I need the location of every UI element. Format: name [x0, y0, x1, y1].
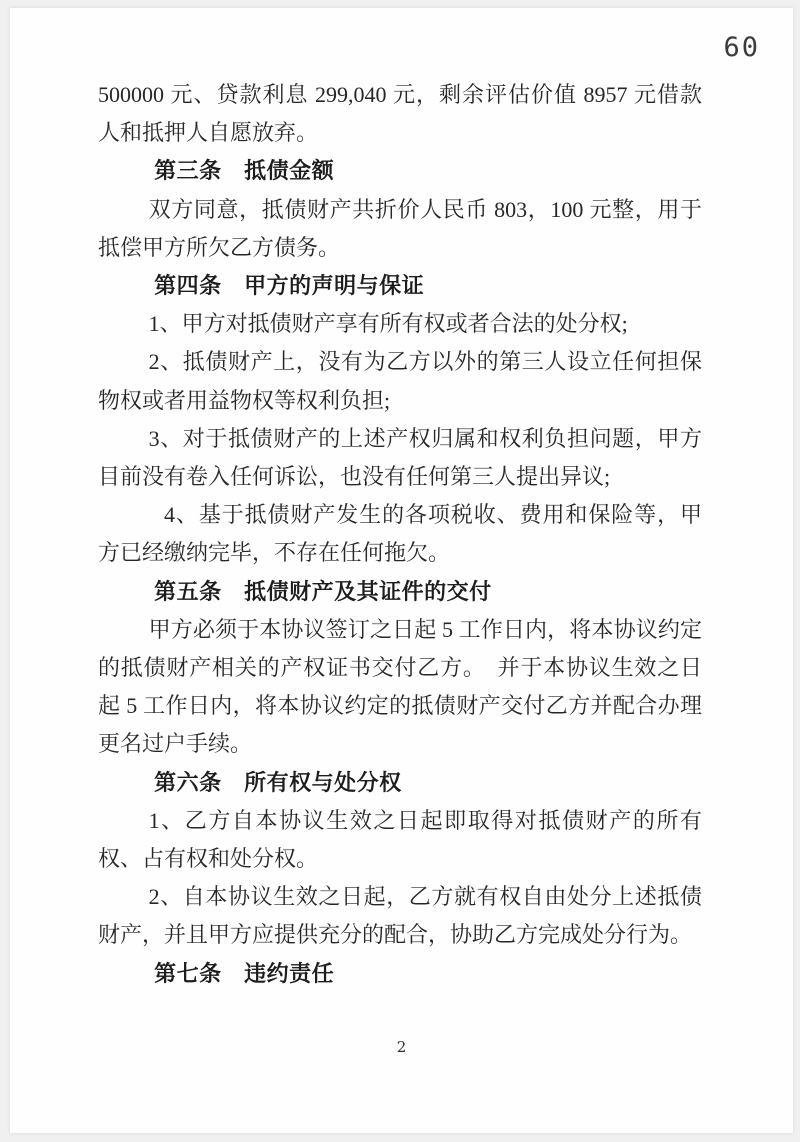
article-6-item-2: 2、自本协议生效之日起，乙方就有权自由处分上述抵债财产，并且甲方应提供充分的配合，协助乙方完成处分行为。	[98, 884, 702, 948]
article-4-item-2: 2、抵债财产上，没有为乙方以外的第三人设立任何担保物权或者用益物权等权利负担;	[98, 349, 702, 413]
page-corner-stamp: 60	[723, 32, 760, 63]
document-page	[10, 8, 793, 1133]
page-number: 2	[396, 1038, 407, 1056]
article-4-item-1: 1、甲方对抵债财产享有所有权或者合法的处分权;	[148, 311, 628, 337]
heading-article-5: 第五条 抵债财产及其证件的交付	[154, 578, 492, 604]
paragraph-article-5-body: 甲方必须于本协议签订之日起 5 工作日内，将本协议约定的抵债财产相关的产权证书交付乙方。 并于本协议生效之日起 5 工作日内，将本协议约定的抵债财产交付乙方并配合办理更名过户手续。	[98, 616, 702, 757]
heading-article-7: 第七条 违约责任	[154, 960, 335, 986]
continuation-paragraph: 500000 元、贷款利息 299,040 元，剩余评估价值 8957 元借款人和抵押人自愿放弃。	[98, 82, 702, 146]
article-4-item-3: 3、对于抵债财产的上述产权归属和权利负担问题，甲方目前没有卷入任何诉讼，也没有任何第三人提出异议;	[98, 425, 702, 490]
article-6-item-1: 1、乙方自本协议生效之日起即取得对抵债财产的所有权、占有权和处分权。	[98, 807, 702, 872]
heading-article-3: 第三条 抵债金额	[154, 158, 335, 184]
article-4-item-4: 4、基于抵债财产发生的各项税收、费用和保险等，甲方已经缴纳完毕，不存在任何拖欠。	[98, 502, 702, 566]
paragraph-article-3-body: 双方同意，抵债财产共折价人民币 803，100 元整，用于抵偿甲方所欠乙方债务。	[98, 196, 702, 260]
document-body	[98, 76, 702, 993]
heading-article-4: 第四条 甲方的声明与保证	[154, 273, 425, 299]
heading-article-6: 第六条 所有权与处分权	[154, 769, 402, 795]
